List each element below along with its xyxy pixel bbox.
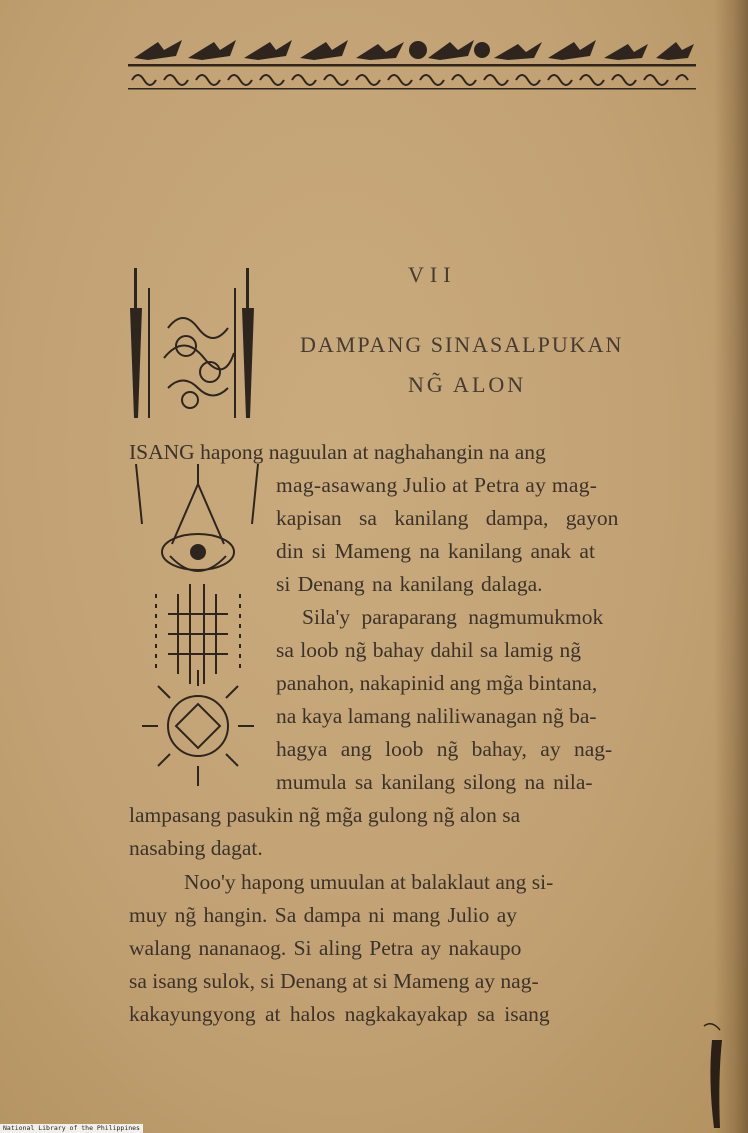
page-edge-shadow: [714, 0, 748, 1133]
footer-watermark: National Library of the Philippines: [0, 1124, 143, 1133]
body-line-13: nasabing dagat.: [129, 836, 263, 860]
body-line-15: muy ng̃ hangin. Sa dampa ni mang Julio ay: [129, 903, 518, 927]
binding-mark: [700, 1020, 730, 1130]
body-line-5: si Denang na kanilang dalaga.: [276, 572, 543, 596]
body-line-14: Noo'y hapong umuulan at balaklaut ang si-: [184, 870, 554, 894]
chapter-title-line-2: NG̃ ALON: [408, 372, 527, 397]
body-line-3: kapisan sa kanilang dampa, gayon: [276, 506, 619, 530]
body-line-9: na kaya lamang naliliwanagan ng̃ ba-: [276, 704, 597, 728]
body-line-11: mumula sa kanilang silong na nila-: [276, 770, 593, 794]
body-line-2: mag-asawang Julio at Petra ay mag-: [276, 473, 598, 497]
body-line-16: walang nananaog. Si aling Petra ay nakaupo: [129, 936, 522, 960]
body-line-12: lampasang pasukin ng̃ mg̃a gulong ng̃ alon sa: [129, 803, 521, 827]
chapter-number: VII: [408, 262, 457, 287]
body-line-10: hagya ang loob ng̃ bahay, ay nag-: [276, 737, 613, 761]
body-line-6: Sila'y paraparang nagmumukmok: [302, 605, 604, 629]
body-line-7: sa loob ng̃ bahay dahil sa lamig ng̃: [276, 638, 581, 662]
chapter-title-line-1: DAMPANG SINASALPUKAN: [300, 332, 624, 357]
body-line-1: ISANG hapong naguulan at naghahangin na ang: [129, 440, 546, 464]
decorative-lantern-illustration: [128, 464, 268, 794]
body-line-4: din si Mameng na kanilang anak at: [276, 539, 595, 563]
top-ornament-band: [128, 36, 696, 106]
decorative-initial-block: [128, 268, 268, 428]
body-line-18: kakayungyong at halos nagkakayakap sa isang: [129, 1002, 550, 1026]
body-line-8: panahon, nakapinid ang mg̃a bintana,: [276, 671, 598, 695]
body-line-17: sa isang sulok, si Denang at si Mameng ay nag-: [129, 969, 539, 993]
